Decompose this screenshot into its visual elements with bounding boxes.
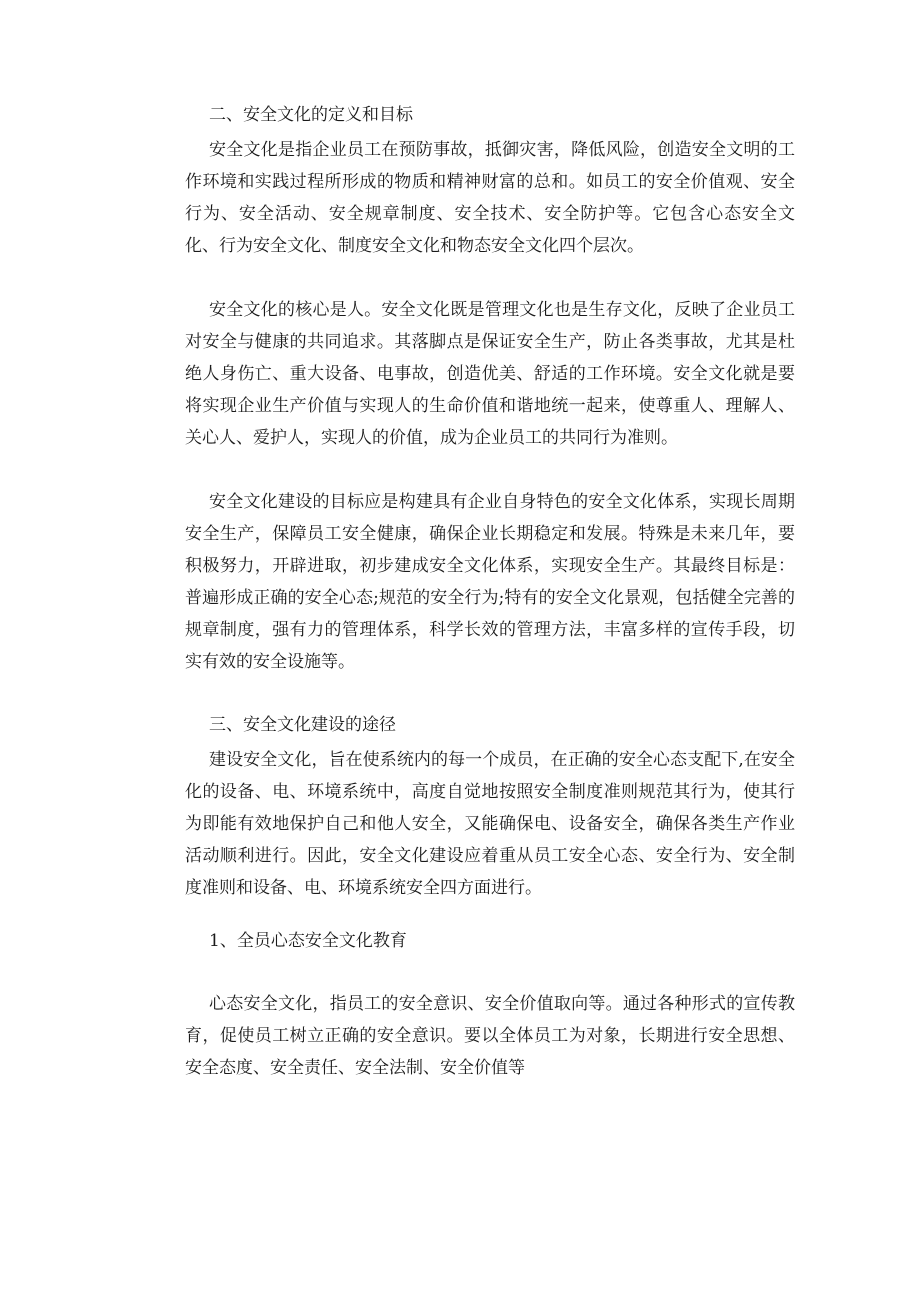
section-heading-approach: 三、安全文化建设的途径 (209, 715, 396, 735)
paragraph-core: 安全文化的核心是人。安全文化既是管理文化也是生存文化，反映了企业员工对安全与健康的共同追求。其落脚点是保证安全生产，防止各类事故，尤其是杜绝人身伤亡、重大设备、电事故，创造优美、舒适的工作环境。安全文化就是要将实现企业生产价值与实现人的生命价值和谐地统一起来，使尊重人、理解人、关心人、爱护人，实现人的价值，成为企业员工的共同行为准则。 (185, 300, 795, 448)
paragraph-mindset: 心态安全文化，指员工的安全意识、安全价值取向等。通过各种形式的宣传教育，促使员工树立正确的安全意识。要以全体员工为对象，长期进行安全思想、安全态度、安全责任、安全法制、安全价值等 (185, 994, 795, 1078)
paragraph-goal: 安全文化建设的目标应是构建具有企业自身特色的安全文化体系，实现长周期安全生产，保障员工安全健康，确保企业长期稳定和发展。特殊是未来几年，要积极努力，开辟进取，初步建成安全文化体系，实现安全生产。其最终目标是：普遍形成正确的安全心态;规范的安全行为;特有的安全文化景观，包括健全完善的规章制度，强有力的管理体系，科学长效的管理方法，丰富多样的宣传手段，切实有效的安全设施等。 (185, 492, 795, 672)
paragraph-approach: 建设安全文化，旨在使系统内的每一个成员，在正确的安全心态支配下,在安全化的设备、电、环境系统中，高度自觉地按照安全制度准则规范其行为，使其行为即能有效地保护自己和他人安全，又能确保电、设备安全，确保各类生产作业活动顺利进行。因此，安全文化建设应着重从员工安全心态、安全行为、安全制度准则和设备、电、环境系统安全四方面进行。 (185, 750, 795, 898)
document-body (185, 100, 795, 1084)
paragraph-definition: 安全文化是指企业员工在预防事故，抵御灾害，降低风险，创造安全文明的工作环境和实践过程所形成的物质和精神财富的总和。如员工的安全价值观、安全行为、安全活动、安全规章制度、安全技术、安全防护等。它包含心态安全文化、行为安全文化、制度安全文化和物态安全文化四个层次。 (185, 140, 795, 256)
subsection-heading-mindset: 1、全员心态安全文化教育 (209, 931, 407, 951)
section-heading-definition: 二、安全文化的定义和目标 (209, 105, 413, 125)
